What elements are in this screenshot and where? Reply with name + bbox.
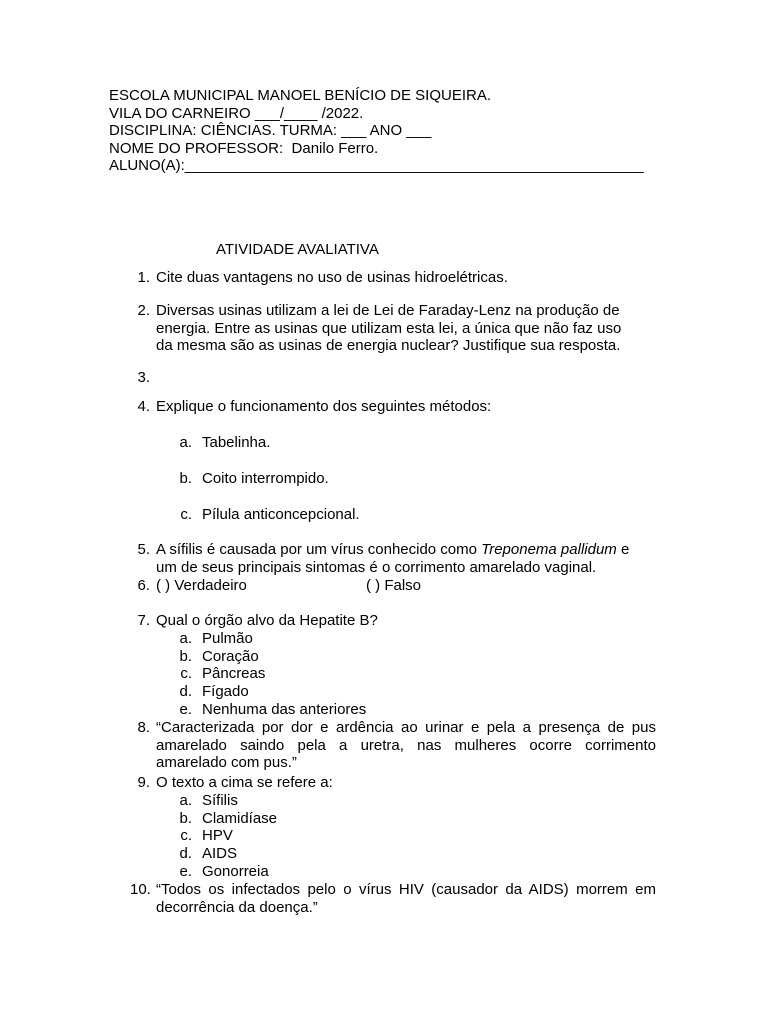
option-text: Fígado — [202, 683, 249, 700]
option-letter: a. — [179, 434, 192, 451]
option-item — [175, 827, 475, 845]
option-letter: b. — [179, 810, 192, 827]
question-text: “Caracterizada por dor e ardência ao urinar e pela a presença de pus amarelado saindo pela a uretra, nas mulheres ocorre corrimento amarelado com pus.” — [156, 719, 656, 772]
question-text-line: A sífilis é causada por um vírus conhecido como Treponema pallidum e — [156, 541, 630, 558]
student-line: ALUNO(A):_______________________________________________________ — [109, 157, 644, 175]
question-8 — [130, 719, 656, 772]
option-text: Coito interrompido. — [202, 470, 329, 487]
question-4 — [130, 398, 656, 416]
option-letter: a. — [179, 630, 192, 647]
option-text: Sífilis — [202, 792, 238, 809]
header-block — [109, 87, 669, 175]
option-letter: e. — [179, 863, 192, 880]
question-text: Cite duas vantagens no uso de usinas hidroelétricas. — [156, 269, 508, 286]
question-10 — [130, 881, 656, 916]
teacher-line: NOME DO PROFESSOR: Danilo Ferro. — [109, 139, 379, 157]
option-letter: d. — [179, 845, 192, 862]
option-letter: c. — [180, 506, 192, 523]
question-text: Qual o órgão alvo da Hepatite B? — [156, 612, 378, 629]
question-text-line: um de seus principais sintomas é o corrimento amarelado vaginal. — [156, 558, 597, 576]
question-number: 3. — [137, 369, 150, 386]
option-item — [175, 701, 475, 719]
question-number: 10. — [130, 881, 151, 898]
question-6 — [130, 577, 656, 595]
question-text-line: energia. Entre as usinas que utilizam esta lei, a única que não faz uso — [156, 319, 622, 337]
question-number: 1. — [137, 269, 150, 286]
option-text: Pâncreas — [202, 665, 266, 682]
page-title: ATIVIDADE AVALIATIVA — [216, 241, 379, 258]
option-text: Pílula anticoncepcional. — [202, 506, 360, 523]
option-text: Clamidíase — [202, 810, 278, 827]
option-letter: a. — [179, 792, 192, 809]
question-5 — [130, 541, 656, 576]
school-name: ESCOLA MUNICIPAL MANOEL BENÍCIO DE SIQUEIRA. — [109, 87, 492, 104]
true-option: ( ) Verdadeiro — [156, 577, 247, 594]
question-number: 9. — [137, 774, 150, 791]
discipline-line: DISCIPLINA: CIÊNCIAS. TURMA: ___ ANO ___ — [109, 122, 432, 140]
question-text-line: da mesma são as usinas de energia nuclear? Justifique sua resposta. — [156, 337, 621, 355]
question-text-line: Diversas usinas utilizam a lei de Lei de Faraday-Lenz na produção de — [156, 302, 620, 319]
option-item — [175, 683, 475, 701]
option-letter: c. — [180, 665, 192, 682]
false-option: ( ) Falso — [366, 577, 422, 594]
option-item — [175, 648, 475, 666]
option-text: HPV — [202, 827, 233, 844]
option-letter: b. — [179, 470, 192, 487]
option-text: Nenhuma das anteriores — [202, 701, 367, 718]
option-item — [175, 630, 475, 648]
option-item — [175, 434, 475, 452]
option-item — [175, 470, 475, 488]
option-letter: d. — [179, 683, 192, 700]
option-letter: c. — [180, 827, 192, 844]
question-number: 4. — [137, 398, 150, 415]
option-item — [175, 810, 475, 828]
question-7 — [130, 612, 656, 630]
option-item — [175, 506, 475, 524]
question-number: 5. — [137, 541, 150, 558]
question-number: 2. — [137, 302, 150, 319]
option-text: Tabelinha. — [202, 434, 271, 451]
question-text: Explique o funcionamento dos seguintes métodos: — [156, 398, 492, 415]
question-9 — [130, 774, 656, 792]
species-name: Treponema pallidum — [481, 541, 617, 558]
option-letter: e. — [179, 701, 192, 718]
option-text: Pulmão — [202, 630, 253, 647]
question-2 — [130, 302, 656, 355]
option-text: Gonorreia — [202, 863, 269, 880]
option-text: Coração — [202, 648, 259, 665]
option-text: AIDS — [202, 845, 238, 862]
question-number: 7. — [137, 612, 150, 629]
question-text: “Todos os infectados pelo o vírus HIV (causador da AIDS) morrem em decorrência da doença.” — [156, 881, 656, 916]
option-item — [175, 792, 475, 810]
question-1 — [130, 269, 656, 287]
question-number: 6. — [137, 577, 150, 594]
option-item — [175, 845, 475, 863]
location-date: VILA DO CARNEIRO ___/____ /2022. — [109, 104, 364, 122]
question-number: 8. — [137, 719, 150, 736]
option-item — [175, 665, 475, 683]
question-text: O texto a cima se refere a: — [156, 774, 333, 791]
option-item — [175, 863, 475, 881]
option-letter: b. — [179, 648, 192, 665]
